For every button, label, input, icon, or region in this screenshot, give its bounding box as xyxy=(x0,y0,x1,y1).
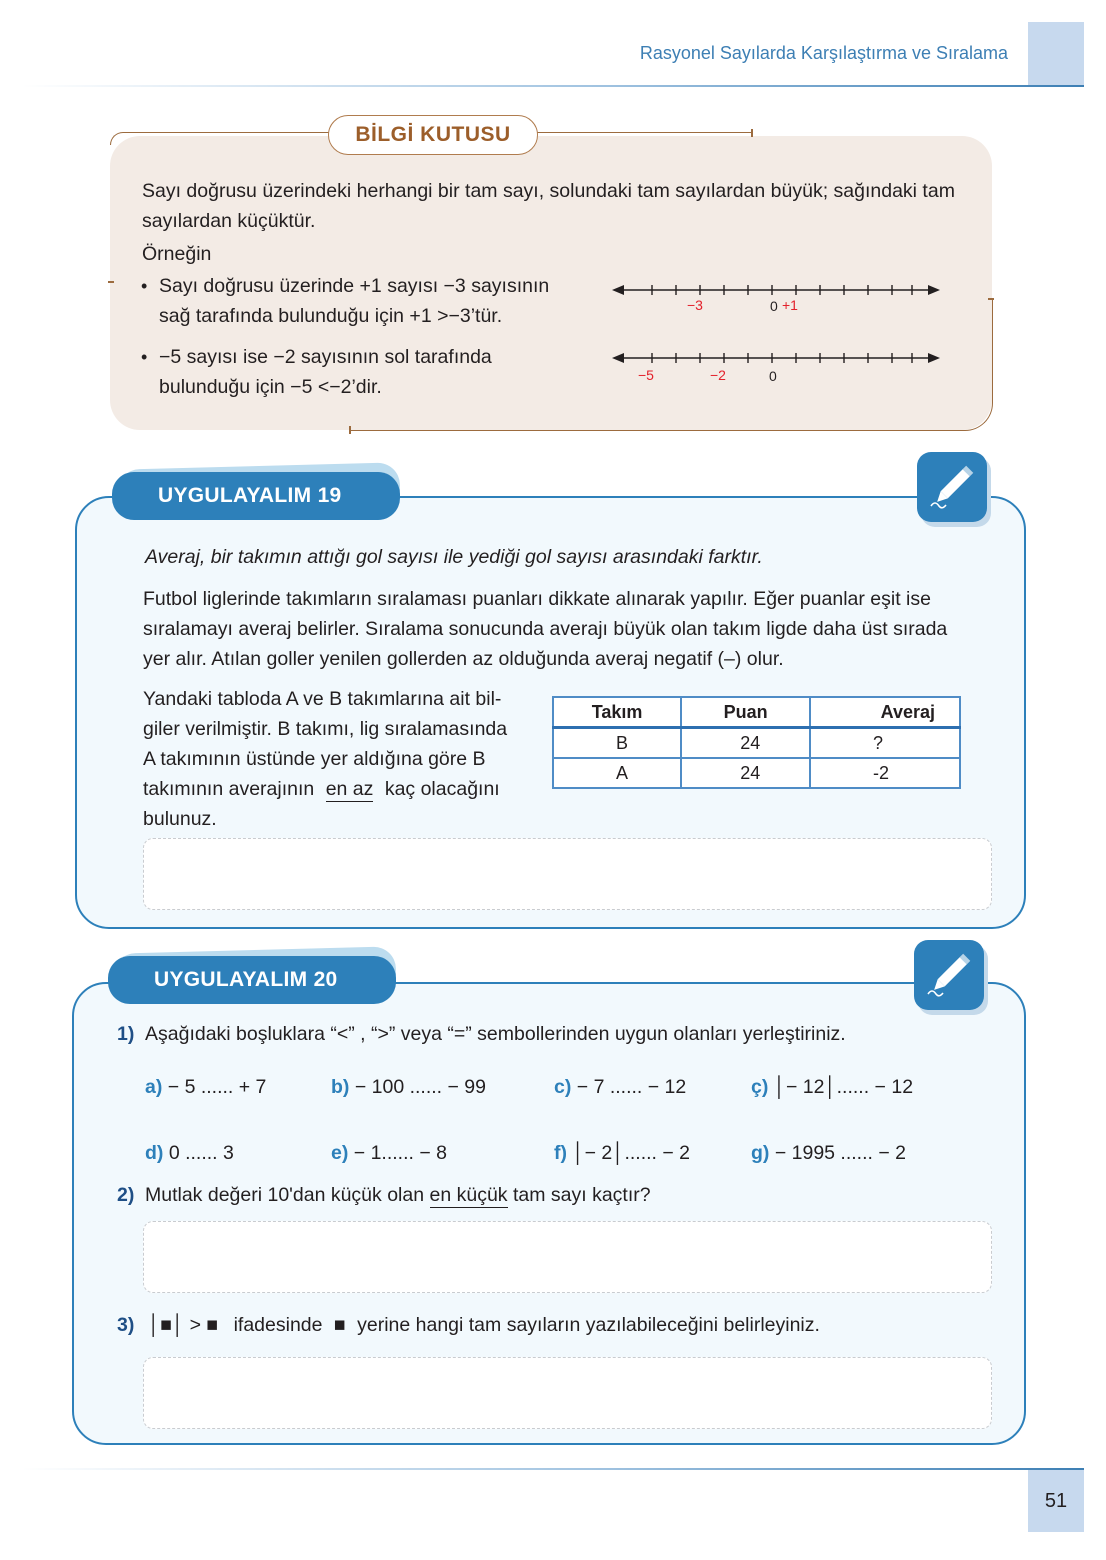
table-cell: B xyxy=(553,728,681,759)
question-3-part: ifadesinde xyxy=(233,1314,323,1336)
page-number: 51 xyxy=(1028,1470,1084,1532)
table-cell: -2 xyxy=(810,758,960,788)
table-cell: A xyxy=(553,758,681,788)
u19-question-line xyxy=(143,774,523,804)
item-label: a) xyxy=(145,1076,163,1098)
number-line-2 xyxy=(612,348,940,368)
question-number: 3) xyxy=(117,1314,135,1336)
item-b xyxy=(331,1076,486,1099)
info-box-label: BİLGİ KUTUSU xyxy=(328,115,538,155)
nl2-label-neg2: −2 xyxy=(710,367,726,383)
footer-divider xyxy=(22,1468,1084,1470)
nl1-label-neg3: −3 xyxy=(687,297,703,313)
question-2-emphasis: en küçük xyxy=(429,1184,508,1206)
item-text: − 7 ...... − 12 xyxy=(571,1076,687,1098)
q3-answer-area[interactable] xyxy=(143,1357,992,1429)
question-2-part: Mutlak değeri 10'dan küçük olan xyxy=(145,1184,425,1206)
example2-line: −5 sayısı ise −2 sayısının sol tarafında xyxy=(159,346,492,368)
item-label: b) xyxy=(331,1076,350,1098)
item-text: │− 2│...... − 2 xyxy=(567,1142,691,1164)
u19-question-line: A takımının üstünde yer aldığına göre B xyxy=(143,748,486,770)
u19-paragraph-line: yer alır. Atılan goller yenilen gollerden az olduğunda averaj negatif (–) olur. xyxy=(143,648,784,670)
question-2-text xyxy=(145,1180,651,1210)
number-line-1 xyxy=(612,280,940,300)
question-3-expression: │■│ > ■ xyxy=(148,1314,219,1336)
info-text-line: Sayı doğrusu üzerindeki herhangi bir tam sayı, solundaki tam sayılardan büyük; sağındaki tam xyxy=(142,180,955,202)
table-header: Averaj xyxy=(810,697,960,728)
item-e xyxy=(331,1142,447,1165)
item-text: − 5 ...... + 7 xyxy=(162,1076,267,1098)
nl2-label-neg5: −5 xyxy=(638,367,654,383)
nl2-label-zero: 0 xyxy=(769,368,777,384)
example-heading: Örneğin xyxy=(142,243,212,265)
item-a xyxy=(145,1076,266,1099)
u19-definition: Averaj, bir takımın attığı gol sayısı ile yediği gol sayısı arasındaki farktır. xyxy=(145,546,763,568)
standings-table xyxy=(552,696,961,789)
header-divider xyxy=(22,85,1084,87)
table-row xyxy=(553,758,960,788)
item-text: 0 ...... 3 xyxy=(163,1142,234,1164)
item-label: e) xyxy=(331,1142,349,1164)
frame-tick xyxy=(349,426,351,434)
item-d xyxy=(145,1142,234,1165)
item-text: │− 12│...... − 12 xyxy=(768,1076,914,1098)
nl1-label-zero: 0 xyxy=(770,298,778,314)
question-2-part: tam sayı kaçtır? xyxy=(512,1184,651,1206)
question-3-part: yerine hangi tam sayıların yazılabileceğini belirleyiniz. xyxy=(357,1314,820,1336)
table-header: Takım xyxy=(553,697,681,728)
example1-line: Sayı doğrusu üzerinde +1 sayısı −3 sayısının xyxy=(159,275,550,297)
u19-title: UYGULAYALIM 19 xyxy=(112,472,400,520)
question-3-text xyxy=(148,1310,820,1340)
u19-paragraph-line: Futbol liglerinde takımların sıralaması puanları dikkate alınarak yapılır. Eğer puanlar eşit ise xyxy=(143,588,931,610)
table-cell: 24 xyxy=(681,758,810,788)
item-g xyxy=(751,1142,906,1165)
u19-emphasis: en az xyxy=(325,778,374,800)
item-f xyxy=(554,1142,690,1165)
item-text: − 100 ...... − 99 xyxy=(349,1076,487,1098)
table-cell: 24 xyxy=(681,728,810,759)
example1-line: sağ tarafında bulunduğu için +1 >−3’tür. xyxy=(159,305,503,327)
item-cc xyxy=(751,1076,913,1099)
item-c xyxy=(554,1076,686,1099)
item-label: c) xyxy=(554,1076,572,1098)
item-label: d) xyxy=(145,1142,164,1164)
item-label: f) xyxy=(554,1142,567,1164)
pencil-icon xyxy=(914,940,984,1010)
example2-line: bulunduğu için −5 <−2’dir. xyxy=(159,376,382,398)
u19-question-text: kaç olacağını xyxy=(384,778,500,800)
u19-question-line: giler verilmiştir. B takımı, lig sıralamasında xyxy=(143,718,508,740)
question-1-text: Aşağıdaki boşluklara “<” , “>” veya “=” sembollerinden uygun olanları yerleştiriniz. xyxy=(145,1023,846,1045)
header-tab xyxy=(1028,22,1084,86)
square-symbol-icon: ■ xyxy=(333,1314,346,1336)
table-row xyxy=(553,728,960,759)
chapter-title: Rasyonel Sayılarda Karşılaştırma ve Sıralama xyxy=(639,43,1008,63)
table-cell: ? xyxy=(810,728,960,759)
item-label: g) xyxy=(751,1142,770,1164)
q2-answer-area[interactable] xyxy=(143,1221,992,1293)
frame-tick xyxy=(108,281,114,283)
u19-question-text: takımının averajının xyxy=(143,778,315,800)
u19-paragraph-line: sıralamayı averaj belirler. Sıralama sonucunda averajı büyük olan takım ligde daha üst sırada xyxy=(143,618,948,640)
table-header: Puan xyxy=(681,697,810,728)
u20-title: UYGULAYALIM 20 xyxy=(108,956,396,1004)
bullet-icon: • xyxy=(141,276,148,296)
frame-tick xyxy=(988,298,994,300)
frame-tick xyxy=(751,129,753,137)
pencil-icon xyxy=(917,452,987,522)
bullet-icon: • xyxy=(141,347,148,367)
item-text: − 1...... − 8 xyxy=(348,1142,447,1164)
u19-question-line: bulunuz. xyxy=(143,808,217,830)
u19-answer-area[interactable] xyxy=(143,838,992,910)
question-number: 2) xyxy=(117,1184,135,1206)
item-text: − 1995 ...... − 2 xyxy=(769,1142,907,1164)
item-label: ç) xyxy=(751,1076,769,1098)
info-text-line: sayılardan küçüktür. xyxy=(142,210,316,232)
u19-question-line: Yandaki tabloda A ve B takımlarına ait bil- xyxy=(143,688,502,710)
nl1-label-pos1: +1 xyxy=(782,297,798,313)
question-number: 1) xyxy=(117,1023,135,1045)
